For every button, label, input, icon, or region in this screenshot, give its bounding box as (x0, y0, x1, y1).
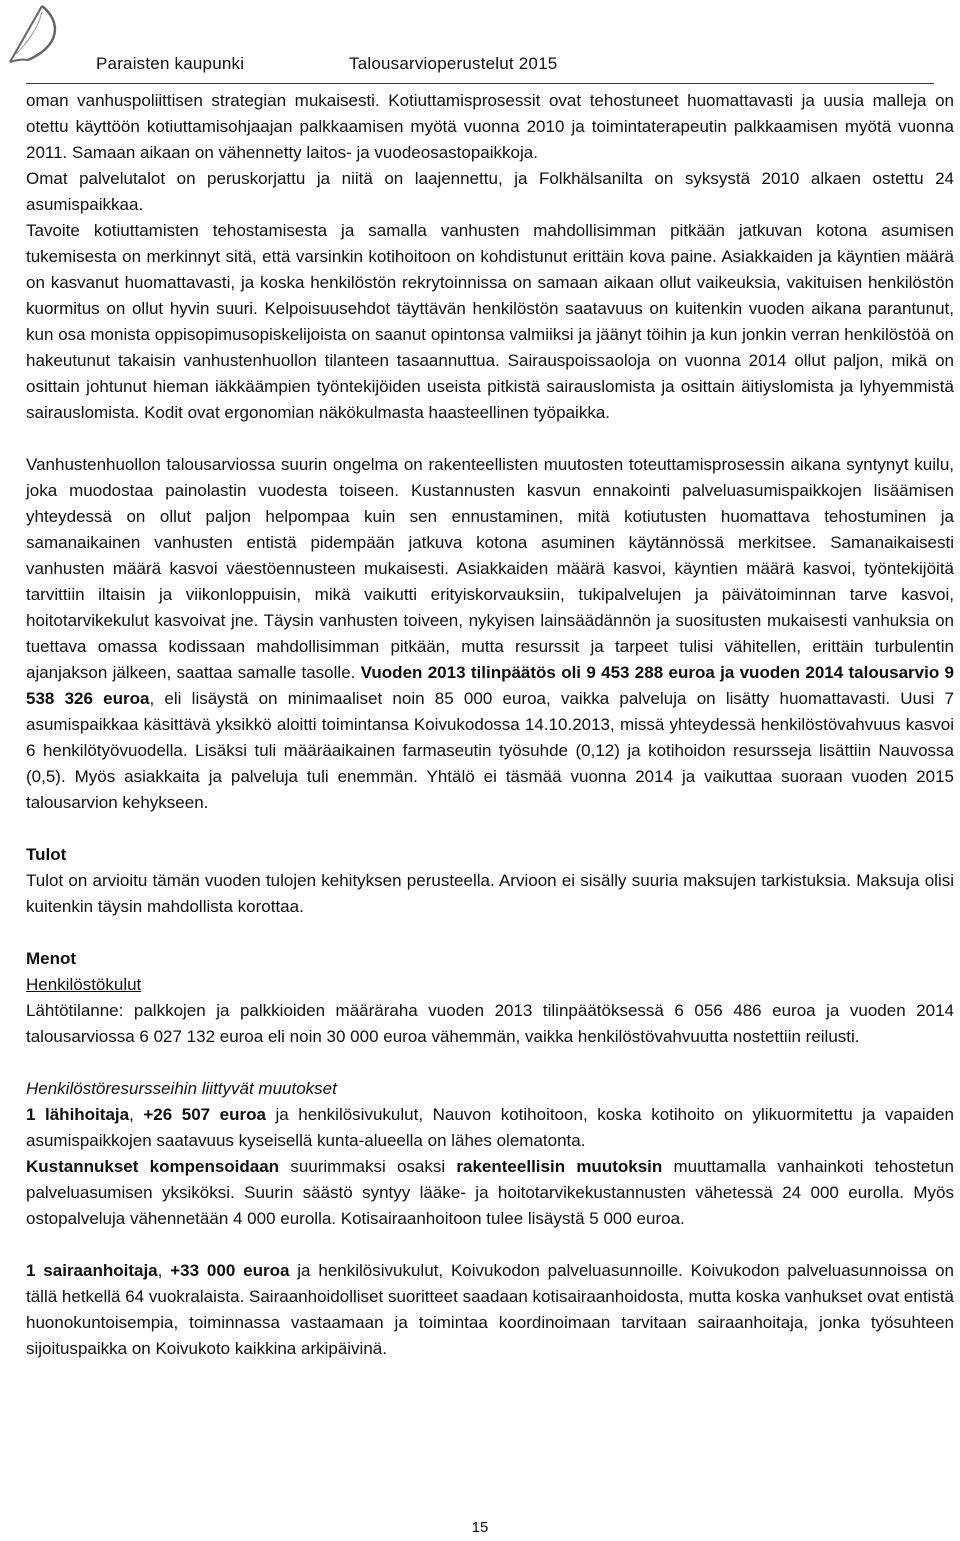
paragraph-tulot: Tulot on arvioitu tämän vuoden tulojen kehityksen perusteella. Arvioon ei sisälly suuria maksujen tarkistuksia. Maksuja olisi kuitenkin täysin mahdollista korottaa. (26, 871, 954, 916)
sail-logo-icon (2, 2, 66, 66)
paragraph-kotiuttaminen: Tavoite kotiuttamisten tehostamisesta ja samalla vanhusten mahdollisimman pitkään jatkuvan kotona asumisen tukemisesta on merkinnyt sitä, että varsinkin kotihoitoon on kohdistunut erittäin kova paine. Asiakkaiden ja käyntien määrä on kasvanut huomattavasti, ja koska henkilöstön rekrytoinnissa on samaan aikaan ollut vaikeuksia, vakituisen henkilöstön kuormitus on ollut hyvin suuri. Kelpoisuusehdot täyttävän henkilöstön saatavuus on kuitenkin vuoden aikana parantunut, kun osa monista oppisopimusopiskelijoista on saanut opintonsa valmiiksi ja jäänyt töihin ja kun jonkin verran henkilöstöä on hakeutunut takaisin vanhustenhuollon tilanteen tasaannuttua. Sairauspoissaoloja on vuonna 2014 ollut paljon, mikä on osittain johtunut hieman iäkkäämpien työntekijöiden useista pitkistä sairauslomista ja osittain äitiyslomista ja lyhyemmistä sairauslomista. Kodit ovat ergonomian näkökulmasta haasteellinen työpaikka. (26, 221, 954, 422)
heading-tulot: Tulot (26, 845, 67, 864)
heading-henkilostokulut: Henkilöstökulut (26, 975, 142, 994)
header-divider (26, 83, 934, 84)
heading-henkilostoresurssit: Henkilöstöresursseihin liittyvät muutokset (26, 1079, 337, 1098)
header-city: Paraisten kaupunki (96, 54, 245, 73)
paragraph-kompensointi: Kustannukset kompensoidaan suurimmaksi osaksi rakenteellisin muutoksin muuttamalla vanhainkoti tehostetun palveluasumisen yksiköksi. Suurin säästö syntyy lääke- ja hoitotarvikekustannusten vähetessä 24 000 eurolla. Myös ostopalveluja vähennetään 4 000 eurolla. Kotisairaanhoitoon tulee lisäystä 5 000 euroa. (26, 1157, 954, 1228)
paragraph-sairaanhoitaja: 1 sairaanhoitaja, +33 000 euroa ja henkilösivukulut, Koivukodon palveluasunnoille. Koivukodon palveluasunnoissa on tällä hetkellä 64 vuokralaista. Sairaanhoidolliset suoritteet saadaan kotisairaanhoidosta, mutta koska vanhukset ovat entistä huonokuntoisempia, toiminnassa vastaamaan ja toimintaa koordinoimaan tarvitaan sairaanhoitaja, jonka työsuhteen sijoituspaikka on Koivukoto kaikkina arkipäivinä. (26, 1261, 955, 1358)
paragraph-talousarvio (26, 452, 954, 816)
budget-figures-highlight: Vuoden 2013 tilinpäätös oli 9 453 288 euroa ja vuoden 2014 talousarvio 9 538 326 euroa (26, 663, 954, 708)
sairaanhoitaja-amount: +33 000 euroa (170, 1261, 290, 1280)
paragraph-talousarvio-b: , eli lisäystä on minimaaliset noin 85 000 euroa, vaikka palveluja on lisätty huomattavasti. Uusi 7 asumispaikkaa käsittävä yksikkö aloitti toimintansa Koivukodossa 14.10.2013, missä yhteydessä henkilöstövahvuus kasvoi 6 henkilötyövuodella. Lisäksi tuli määräaikainen farmaseutin työsuhde (0,12) ja kotihoidon resursseja lisättiin Nauvossa (0,5). Myös asiakkaita ja palveluja tuli enemmän. Yhtälö ei täsmää vuonna 2014 ja vaikuttaa suoraan vuoden 2015 talousarvion kehykseen. (26, 689, 955, 812)
lahihoitaja-amount: +26 507 euroa (143, 1105, 266, 1124)
paragraph-henkilostokulut: Lähtötilanne: palkkojen ja palkkioiden määräraha vuoden 2013 tilinpäätöksessä 6 056 486 euroa ja vuoden 2014 talousarviossa 6 027 132 euroa eli noin 30 000 euroa vähemmän, vaikka henkilöstövahvuutta nostettiin reilusti. (26, 1001, 954, 1046)
sairaanhoitaja-label: 1 sairaanhoitaja (26, 1261, 158, 1280)
paragraph-talousarvio-a: Vanhustenhuollon talousarviossa suurin ongelma on rakenteellisten muutosten toteuttamisprosessin aikana syntynyt kuilu, joka muodostaa painolastin vuodesta toiseen. Kustannusten kasvun ennakointi palveluasumispaikkojen lisäämisen yhteydessä on ollut paljon helpompaa kuin sen ennustaminen, mitä kotiutusten huomattava tehostuminen ja samanaikainen vanhusten entistä pidempään jatkuva kotona asuminen käytännössä merkitsee. Samanaikaisesti vanhusten määrä kasvoi väestöennusteen mukaisesti. Asiakkaiden määrä kasvoi, käyntien määrä kasvoi, työntekijöitä tarvittiin iltaisin ja viikonloppuisin, mikä vaikutti erityiskorvauksiin, tukipalvelujen ja päivätoiminnan tarve kasvoi, hoitotarvikekulut kasvoivat jne. Täysin vanhusten toiveen, nykyisen lainsäädännön ja suositusten mukaisesti vanhuksia on tuettava omassa kodissaan mahdollisimman pitkään, mutta resurssit ja tarpeet tulisi vähitellen, erittäin turbulentin ajanjakson jälkeen, saattaa samalle tasolle. (26, 455, 954, 682)
lahihoitaja-text: ja henkilösivukulut, Nauvon kotihoitoon, koska kotihoito on ylikuormitettu ja vapaiden asumispaikkojen saatavuus kyseisellä kunta-alueella on lähes olematonta. (26, 1105, 954, 1150)
sairaanhoitaja-text: ja henkilösivukulut, Koivukodon palveluasunnoille. Koivukodon palveluasunnoissa on tällä hetkellä 64 vuokralaista. Sairaanhoidolliset suoritteet saadaan kotisairaanhoidosta, mutta koska vanhukset ovat entistä huonokuntoisempia, toiminnassa vastaamaan ja toimintaa koordinoimaan tarvitaan sairaanhoitaja, jonka työsuhteen sijoituspaikka on Koivukoto kaikkina arkipäivinä. (26, 1261, 955, 1358)
lahihoitaja-label: 1 lähihoitaja (26, 1105, 130, 1124)
kompensointi-label: Kustannukset kompensoidaan (26, 1157, 280, 1176)
kompensointi-text: muuttamalla vanhainkoti tehostetun palveluasumisen yksiköksi. Suurin säästö syntyy lääke- ja hoitotarvikekustannusten vähetessä 24 000 eurolla. Myös ostopalveluja vähennetään 4 000 eurolla. Kotisairaanhoitoon tulee lisäystä 5 000 euroa. (26, 1157, 954, 1228)
rakenteelliset-muutokset: rakenteellisin muutoksin (456, 1157, 663, 1176)
page-body (26, 88, 954, 1362)
heading-menot: Menot (26, 949, 77, 968)
paragraph-palvelutalot: Omat palvelutalot on peruskorjattu ja niitä on laajennettu, ja Folkhälsanilta on syksystä 2010 alkaen ostettu 24 asumispaikkaa. (26, 169, 954, 214)
paragraph-strategy: oman vanhuspoliittisen strategian mukaisesti. Kotiuttamisprosessit ovat tehostuneet huomattavasti ja uusia malleja on otettu käyttöön kotiuttamisohjaajan palkkaamisen myötä vuonna 2010 ja toimintaterapeutin palkkaamisen myötä vuonna 2011. Samaan aikaan on vähennetty laitos- ja vuodeosastopaikkoja. (26, 91, 954, 162)
paragraph-lahihoitaja: 1 lähihoitaja, +26 507 euroa ja henkilösivukulut, Nauvon kotihoitoon, koska kotihoito on ylikuormitettu ja vapaiden asumispaikkojen saatavuus kyseisellä kunta-alueella on lähes olematonta. (26, 1105, 954, 1150)
page-number: 15 (471, 1519, 489, 1536)
header-document-title: Talousarvioperustelut 2015 (349, 54, 558, 73)
